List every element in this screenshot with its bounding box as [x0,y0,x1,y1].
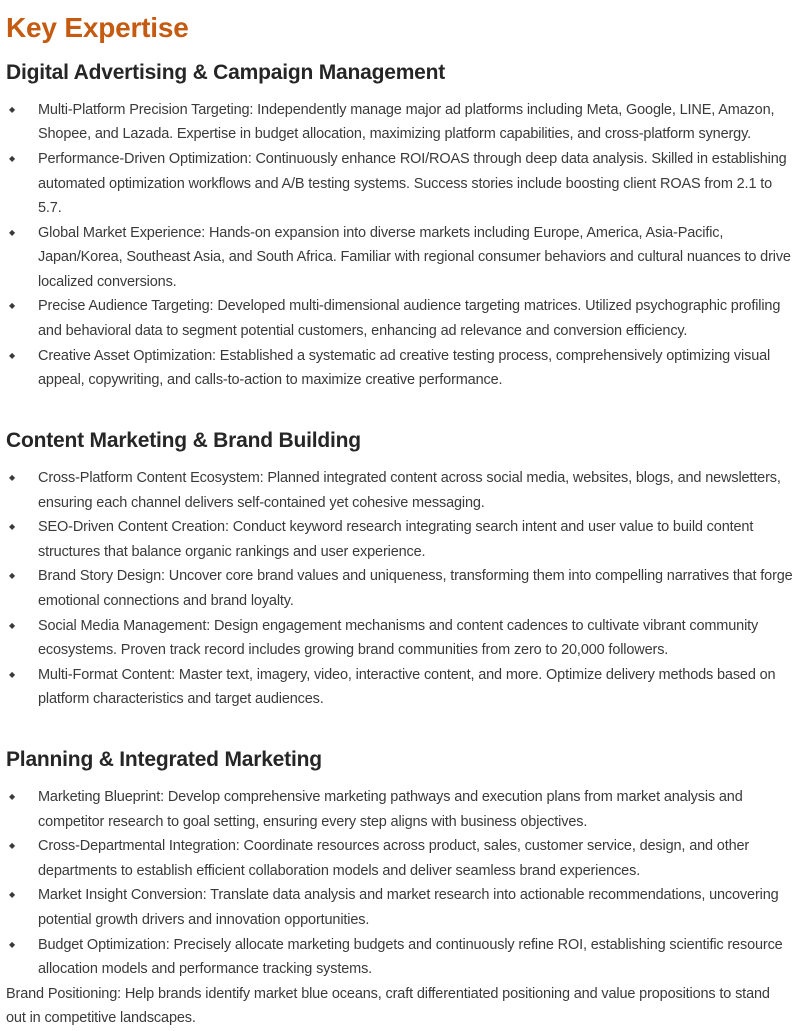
bullet-text: Cross-Platform Content Ecosystem: Planned integrated content across social media, websites, blogs, and newsletters, ensuring each channel delivers self-contained yet cohesive messaging. [38,470,781,511]
list-item [6,785,793,834]
section-content-marketing [6,429,793,712]
bullet-text: Global Market Experience: Hands-on expansion into diverse markets including Europe, America, Asia-Pacific, Japan/Korea, Southeast Asia, and South Africa. Familiar with regional consumer behaviors and cultural nuances to drive localized conversions. [38,224,791,290]
diamond-bullet-icon: ◆ [9,301,16,311]
bullet-text: Marketing Blueprint: Develop comprehensive marketing pathways and execution plans from market analysis and competitor research to goal setting, ensuring every step aligns with business objectives. [38,789,743,830]
list-item [6,564,793,613]
bullet-list [6,785,793,982]
bullet-list [6,98,793,393]
bullet-text: Social Media Management: Design engagement mechanisms and content cadences to cultivate vibrant community ecosystems. Proven track record includes growing brand communities from zero to 20,000 followers. [38,617,759,659]
list-item [6,515,793,564]
bullet-text: Budget Optimization: Precisely allocate marketing budgets and continuously refine ROI, establishing scientific resource allocation models and performance tracking systems. [38,936,783,978]
section-heading: Planning & Integrated Marketing [6,747,322,771]
list-item [6,221,793,295]
list-item [6,883,793,932]
diamond-bullet-icon: ◆ [9,153,16,163]
bullet-text: Brand Story Design: Uncover core brand values and uniqueness, transforming them into compelling narratives that forge emotional connections and brand loyalty. [38,568,793,609]
section-planning-integrated [6,748,793,982]
list-item [6,834,793,883]
diamond-bullet-icon: ◆ [9,473,16,482]
diamond-bullet-icon: ◆ [9,350,16,360]
diamond-bullet-icon: ◆ [9,104,16,114]
diamond-bullet-icon: ◆ [9,227,16,237]
section-heading: Content Marketing & Brand Building [6,428,361,452]
bullet-list [6,466,793,712]
bullet-text: Market Insight Conversion: Translate data analysis and market research into actionable recommendations, uncovering potential growth drivers and innovation opportunities. [38,887,779,929]
bullet-text: Multi-Format Content: Master text, imagery, video, interactive content, and more. Optimize delivery methods based on platform characteristics and target audiences. [38,666,776,708]
list-item [6,614,793,663]
diamond-bullet-icon: ◆ [9,669,16,679]
closing-paragraph: Brand Positioning: Help brands identify market blue oceans, craft differentiated positioning and value propositions to stand out in competitive landscapes. [6,985,770,1027]
list-item [6,933,793,982]
page-title: Key Expertise [6,12,189,43]
list-item [6,344,793,393]
list-item [6,98,793,147]
diamond-bullet-icon: ◆ [9,620,16,630]
bullet-text: Precise Audience Targeting: Developed multi-dimensional audience targeting matrices. Utilized psychographic profiling and behavioral data to segment potential customers, enhancing ad relevance and conversion efficiency. [38,298,781,340]
bullet-text: Multi-Platform Precision Targeting: Independently manage major ad platforms including Meta, Google, LINE, Amazon, Shopee, and Lazada. Expertise in budget allocation, maximizing platform capabilities, and cross-platform synergy. [38,101,775,143]
diamond-bullet-icon: ◆ [9,792,16,802]
list-item [6,147,793,221]
bullet-text: SEO-Driven Content Creation: Conduct keyword research integrating search intent and user value to build content structures that balance organic rankings and user experience. [38,519,754,560]
section-heading: Digital Advertising & Campaign Management [6,60,446,84]
diamond-bullet-icon: ◆ [9,571,16,581]
list-item [6,294,793,343]
list-item [6,663,793,712]
diamond-bullet-icon: ◆ [9,939,16,949]
bullet-text: Cross-Departmental Integration: Coordinate resources across product, sales, customer service, design, and other departments to establish efficient collaboration models and deliver seamless brand experiences. [38,838,750,879]
list-item [6,466,793,515]
diamond-bullet-icon: ◆ [9,890,16,900]
bullet-text: Performance-Driven Optimization: Continuously enhance ROI/ROAS through deep data analysis. Skilled in establishing automated optimization workflows and A/B testing systems. Success stories include boosting client ROAS from 2.1 to 5.7. [38,150,787,217]
diamond-bullet-icon: ◆ [9,841,16,851]
diamond-bullet-icon: ◆ [9,522,16,532]
section-digital-advertising [6,61,793,393]
bullet-text: Creative Asset Optimization: Established a systematic ad creative testing process, comprehensively optimizing visual appeal, copywriting, and calls-to-action to maximize creative performance. [38,347,771,389]
